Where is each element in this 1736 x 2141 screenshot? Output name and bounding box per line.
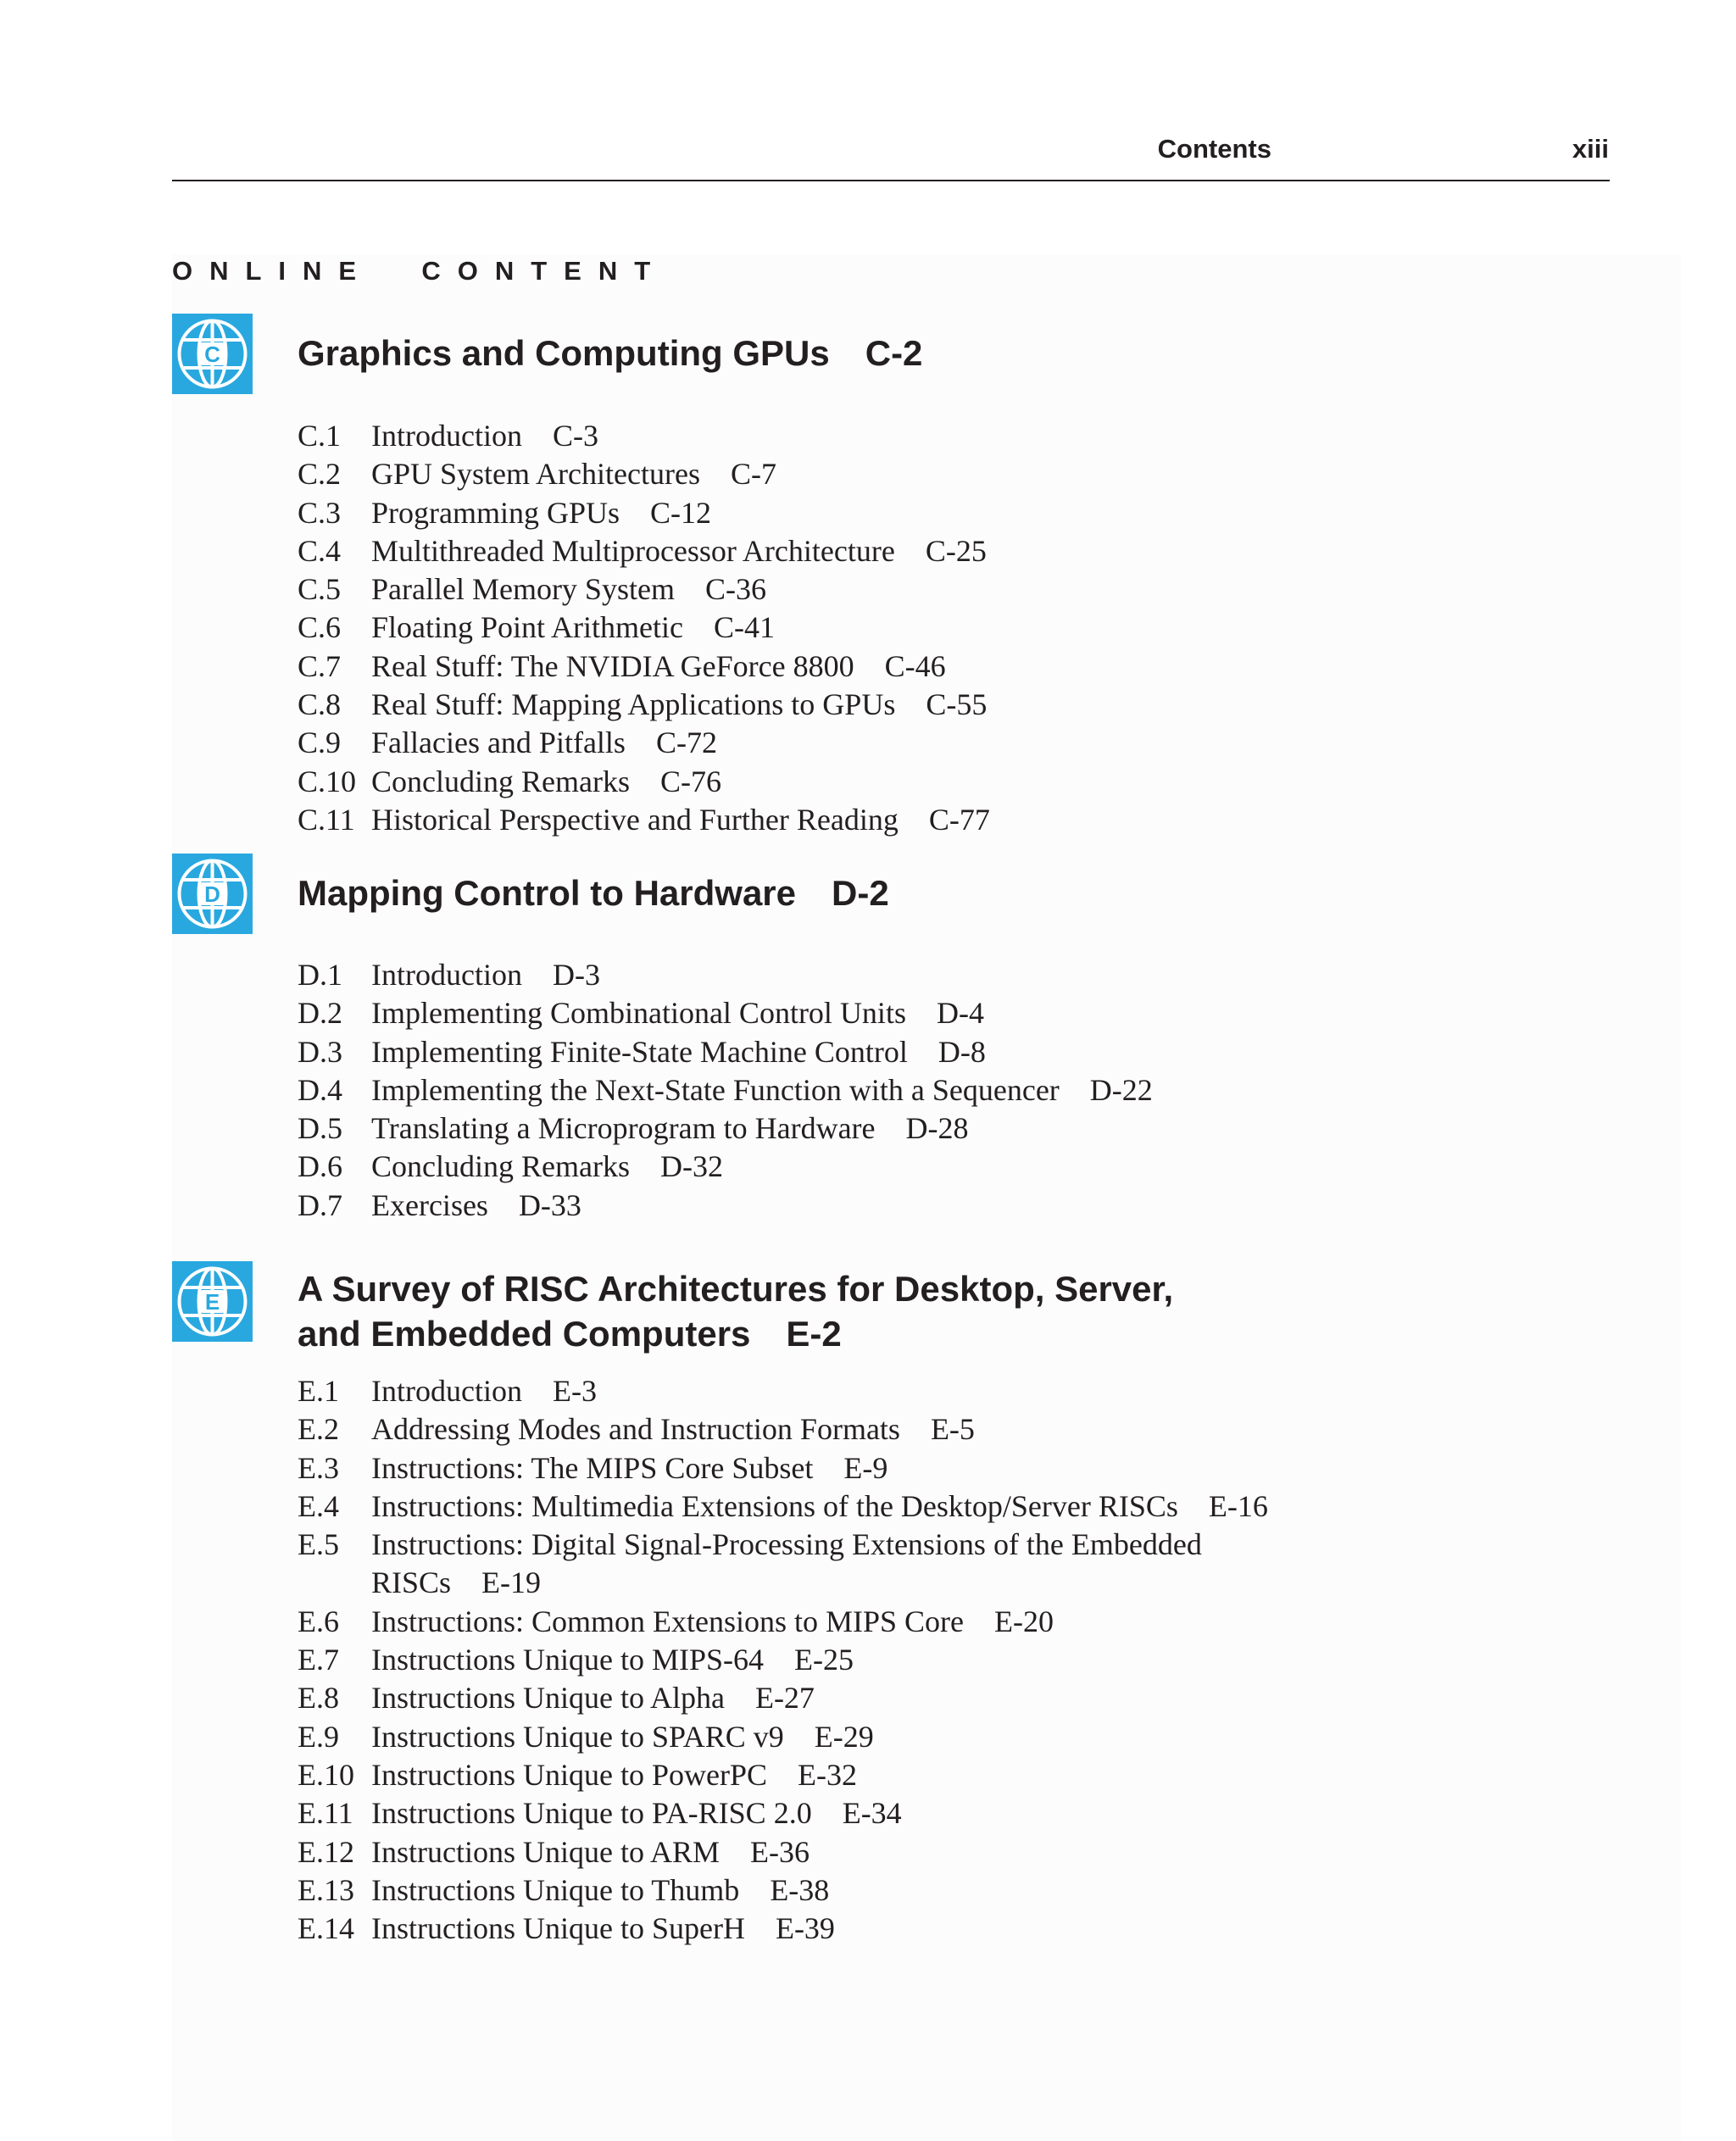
entry-page: E-29 xyxy=(814,1719,874,1754)
header-rule xyxy=(172,180,1610,181)
entry-text-group xyxy=(371,1033,1338,1071)
entry-text-group xyxy=(371,1679,1338,1717)
entry-page: E-19 xyxy=(481,1565,542,1600)
entry-title: Instructions: Multimedia Extensions of the Desktop/Server RISCs xyxy=(371,1488,1178,1523)
toc-entry xyxy=(298,532,1338,570)
entry-text-group xyxy=(371,763,1338,801)
entry-text-group xyxy=(371,417,1338,455)
entry-number: D.1 xyxy=(298,958,342,992)
entry-title: Instructions Unique to PA-RISC 2.0 xyxy=(371,1796,812,1831)
entry-title: Introduction xyxy=(371,419,522,453)
entry-page: C-7 xyxy=(730,457,776,492)
appendix-page: E-2 xyxy=(786,1314,842,1354)
entry-title: Real Stuff: Mapping Applications to GPUs xyxy=(371,687,896,722)
entry-page: D-28 xyxy=(905,1111,969,1146)
entry-title-line1: Instructions: Digital Signal-Processing Extensions of the Embedded xyxy=(371,1527,1202,1562)
entry-page: D-22 xyxy=(1089,1072,1153,1107)
running-head-title: Contents xyxy=(1157,134,1271,164)
entry-title: Real Stuff: The NVIDIA GeForce 8800 xyxy=(371,648,854,683)
entry-number: E.5 xyxy=(298,1527,339,1562)
appendix-c-entries xyxy=(298,417,1338,839)
toc-entry xyxy=(298,1756,1338,1794)
entry-number: C.6 xyxy=(298,610,342,645)
entry-title: GPU System Architectures xyxy=(371,457,700,492)
entry-text-group xyxy=(371,1372,1338,1410)
entry-number: D.6 xyxy=(298,1149,342,1184)
entry-text-group xyxy=(371,1794,1338,1832)
entry-text-group xyxy=(371,724,1338,762)
entry-page: C-3 xyxy=(552,419,598,453)
entry-text-group xyxy=(371,956,1338,994)
toc-entry xyxy=(298,1871,1338,1910)
toc-entry xyxy=(298,1449,1338,1488)
entry-number: E.12 xyxy=(298,1834,354,1869)
entry-number: D.7 xyxy=(298,1187,342,1222)
globe-icon xyxy=(172,1261,253,1342)
appendix-title-line1: A Survey of RISC Architectures for Desktop, Server, xyxy=(298,1269,1174,1309)
appendix-letter: E xyxy=(204,1289,220,1315)
entry-title: Instructions Unique to MIPS-64 xyxy=(371,1643,764,1677)
entry-page: E-9 xyxy=(843,1450,888,1485)
toc-entry xyxy=(298,1187,1338,1225)
entry-page: E-34 xyxy=(842,1796,902,1831)
entry-number: C.11 xyxy=(298,802,355,837)
toc-entry xyxy=(298,1033,1338,1071)
entry-title: Instructions: Common Extensions to MIPS Core xyxy=(371,1604,965,1638)
toc-entry xyxy=(298,570,1338,609)
toc-entry xyxy=(298,801,1338,839)
appendix-c-badge xyxy=(172,314,253,394)
toc-entry xyxy=(298,724,1338,762)
entry-title: Fallacies and Pitfalls xyxy=(371,726,626,760)
globe-icon xyxy=(172,314,253,394)
entry-number: E.4 xyxy=(298,1488,339,1523)
appendix-letter: C xyxy=(204,342,220,367)
entry-title: Implementing Combinational Control Units xyxy=(371,996,906,1031)
entry-number: D.3 xyxy=(298,1034,342,1069)
toc-entry xyxy=(298,417,1338,455)
entry-text-group xyxy=(371,1718,1338,1756)
toc-entry xyxy=(298,1603,1338,1641)
entry-text-group xyxy=(371,1603,1338,1641)
entry-text-group xyxy=(371,1910,1338,1948)
entry-page: E-39 xyxy=(775,1911,835,1946)
entry-text-group xyxy=(371,1488,1338,1526)
entry-number: C.5 xyxy=(298,572,342,607)
entry-text-group xyxy=(371,1071,1338,1109)
entry-page: C-55 xyxy=(926,687,988,722)
entry-number: E.7 xyxy=(298,1643,339,1677)
entry-page: D-3 xyxy=(552,958,600,992)
entry-number: C.4 xyxy=(298,533,342,568)
entry-text-group xyxy=(371,1109,1338,1148)
entry-page: E-36 xyxy=(750,1834,810,1869)
entry-page: C-72 xyxy=(655,726,717,760)
toc-entry xyxy=(298,1679,1338,1717)
entry-title: Instructions Unique to PowerPC xyxy=(371,1757,767,1792)
entry-title: Introduction xyxy=(371,958,522,992)
entry-page: C-25 xyxy=(925,533,987,568)
entry-page: D-32 xyxy=(659,1149,723,1184)
entry-text-group xyxy=(371,1526,1338,1603)
entry-number: C.10 xyxy=(298,764,357,798)
appendix-e-badge xyxy=(172,1261,253,1342)
entry-text-group xyxy=(371,686,1338,724)
entry-number: C.2 xyxy=(298,457,342,492)
entry-number: C.8 xyxy=(298,687,342,722)
entry-title: Concluding Remarks xyxy=(371,764,630,798)
entry-page: D-33 xyxy=(518,1187,581,1222)
toc-entry xyxy=(298,1148,1338,1186)
toc-entry xyxy=(298,1410,1338,1449)
entry-page: C-46 xyxy=(884,648,946,683)
toc-entry xyxy=(298,994,1338,1032)
entry-title: Implementing Finite-State Machine Control xyxy=(371,1034,908,1069)
entry-page: E-5 xyxy=(930,1412,975,1447)
entry-text-group xyxy=(371,1871,1338,1910)
toc-entry xyxy=(298,609,1338,647)
entry-number: E.6 xyxy=(298,1604,339,1638)
entry-text-group xyxy=(371,1449,1338,1488)
appendix-letter: D xyxy=(204,881,220,907)
entry-text-group xyxy=(371,1833,1338,1871)
toc-entry xyxy=(298,1910,1338,1948)
entry-number: D.4 xyxy=(298,1072,342,1107)
entry-page: E-16 xyxy=(1208,1488,1268,1523)
entry-page: C-76 xyxy=(659,764,721,798)
running-head xyxy=(0,134,1736,168)
entry-number: E.3 xyxy=(298,1450,339,1485)
entry-text-group xyxy=(371,494,1338,532)
entry-title: Instructions Unique to Alpha xyxy=(371,1681,725,1716)
toc-entry xyxy=(298,1794,1338,1832)
entry-title: Instructions Unique to SPARC v9 xyxy=(371,1719,784,1754)
entry-number: C.7 xyxy=(298,648,342,683)
entry-title: Parallel Memory System xyxy=(371,572,675,607)
appendix-page: D-2 xyxy=(832,873,889,913)
entry-text-group xyxy=(371,648,1338,686)
entry-title: Instructions Unique to SuperH xyxy=(371,1911,745,1946)
entry-number: E.2 xyxy=(298,1412,339,1447)
entry-title: Concluding Remarks xyxy=(371,1149,630,1184)
entry-title: Addressing Modes and Instruction Formats xyxy=(371,1412,900,1447)
entry-number: C.3 xyxy=(298,495,342,530)
entry-number: E.11 xyxy=(298,1796,353,1831)
appendix-title-text: Mapping Control to Hardware xyxy=(298,873,796,913)
appendix-title-line2: and Embedded Computers xyxy=(298,1314,751,1354)
toc-entry xyxy=(298,763,1338,801)
page-number: xiii xyxy=(1572,134,1609,164)
entry-text-group xyxy=(371,1641,1338,1679)
appendix-d-title xyxy=(298,870,889,915)
entry-text-group xyxy=(371,801,1338,839)
entry-text-group xyxy=(371,1187,1338,1225)
entry-page: C-36 xyxy=(704,572,766,607)
toc-entry xyxy=(298,455,1338,493)
entry-text-group xyxy=(371,455,1338,493)
entry-number: E.1 xyxy=(298,1374,339,1408)
appendix-e-entries xyxy=(298,1372,1338,1948)
entry-title: Exercises xyxy=(371,1187,488,1222)
toc-entry xyxy=(298,494,1338,532)
toc-entry xyxy=(298,648,1338,686)
toc-entry xyxy=(298,1071,1338,1109)
entry-number: C.9 xyxy=(298,726,342,760)
entry-title: Floating Point Arithmetic xyxy=(371,610,683,645)
entry-number: E.14 xyxy=(298,1911,354,1946)
entry-text-group xyxy=(371,994,1338,1032)
section-label: ONLINE CONTENT xyxy=(172,256,668,286)
entry-number: D.5 xyxy=(298,1111,342,1146)
toc-entry xyxy=(298,956,1338,994)
appendix-page: C-2 xyxy=(865,333,923,373)
toc-entry xyxy=(298,1526,1338,1603)
entry-title: Multithreaded Multiprocessor Architecture xyxy=(371,533,895,568)
entry-page: C-77 xyxy=(928,802,990,837)
appendix-e-title xyxy=(298,1266,1173,1356)
entry-page: E-32 xyxy=(797,1757,857,1792)
appendix-d-badge xyxy=(172,854,253,934)
toc-entry xyxy=(298,686,1338,724)
entry-number: E.9 xyxy=(298,1719,339,1754)
entry-number: C.1 xyxy=(298,419,342,453)
entry-title: Programming GPUs xyxy=(371,495,620,530)
entry-page: E-25 xyxy=(794,1643,854,1677)
toc-entry xyxy=(298,1833,1338,1871)
entry-page: D-4 xyxy=(936,996,984,1031)
appendix-title-text: Graphics and Computing GPUs xyxy=(298,333,830,373)
entry-number: D.2 xyxy=(298,996,342,1031)
entry-title: Introduction xyxy=(371,1374,522,1408)
globe-icon xyxy=(172,854,253,934)
appendix-d-entries xyxy=(298,956,1338,1225)
toc-entry xyxy=(298,1718,1338,1756)
entry-page: E-27 xyxy=(754,1681,815,1716)
entry-text-group xyxy=(371,1756,1338,1794)
entry-text-group xyxy=(371,1148,1338,1186)
entry-text-group xyxy=(371,1410,1338,1449)
entry-title: Instructions: The MIPS Core Subset xyxy=(371,1450,814,1485)
entry-number: E.13 xyxy=(298,1872,354,1907)
entry-title: Implementing the Next-State Function with a Sequencer xyxy=(371,1072,1060,1107)
entry-page: E-3 xyxy=(552,1374,597,1408)
toc-entry xyxy=(298,1488,1338,1526)
entry-text-group xyxy=(371,609,1338,647)
entry-text-group xyxy=(371,570,1338,609)
entry-text-group xyxy=(371,532,1338,570)
entry-title: Instructions Unique to Thumb xyxy=(371,1872,740,1907)
entry-page: C-41 xyxy=(714,610,775,645)
appendix-c-title xyxy=(298,331,922,375)
entry-title: Historical Perspective and Further Reading xyxy=(371,802,899,837)
entry-title: Instructions Unique to ARM xyxy=(371,1834,720,1869)
entry-number: E.10 xyxy=(298,1757,354,1792)
entry-page: D-8 xyxy=(938,1034,986,1069)
entry-title: Translating a Microprogram to Hardware xyxy=(371,1111,876,1146)
entry-number: E.8 xyxy=(298,1681,339,1716)
entry-page: E-38 xyxy=(770,1872,830,1907)
entry-title-line2: RISCs xyxy=(371,1565,452,1600)
toc-entry xyxy=(298,1372,1338,1410)
entry-page: C-12 xyxy=(650,495,712,530)
entry-page: E-20 xyxy=(994,1604,1054,1638)
toc-entry xyxy=(298,1641,1338,1679)
toc-entry xyxy=(298,1109,1338,1148)
